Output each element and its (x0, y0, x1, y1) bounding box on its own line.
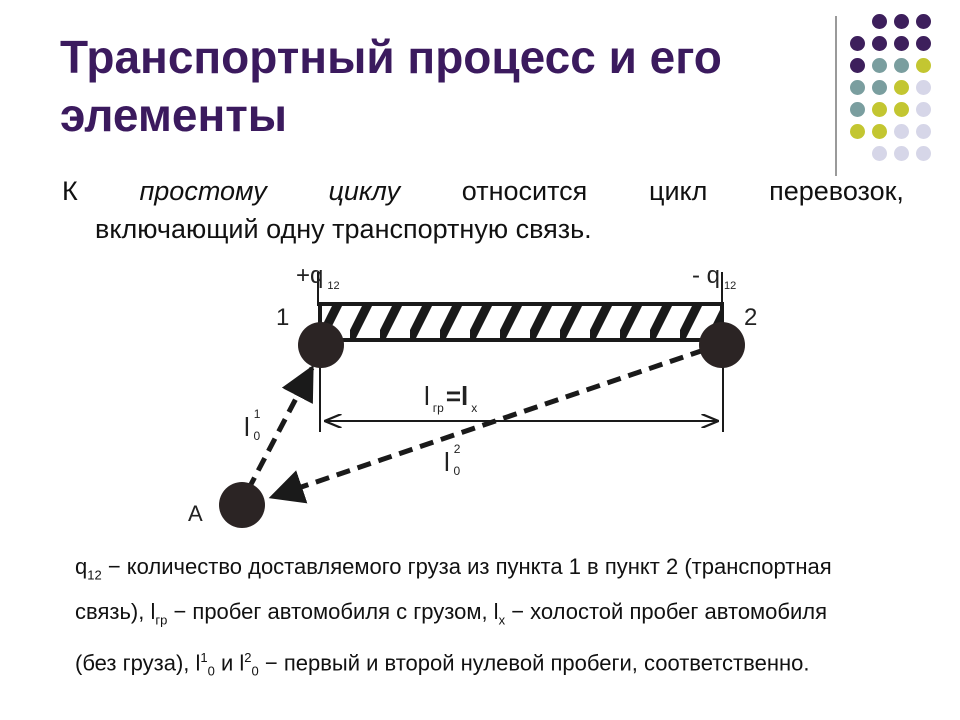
node-2 (699, 322, 745, 368)
legend-lgr-sub: гр (155, 612, 168, 628)
label-plus-q12: +q $_{12}$ (296, 262, 340, 292)
legend-part: − пробег автомобиля с грузом, l (167, 599, 499, 625)
legend-l2-sub: 0 (251, 663, 259, 679)
legend-part: − холостой пробег автомобиля (без груза), l (75, 599, 828, 676)
legend-part: − количество доставляемого груза из пункта 1 в пункт 2 (транспортная связь), l (75, 554, 832, 625)
label-point-1: 1 (276, 304, 290, 331)
slide-title-line2: элементы (60, 89, 288, 141)
label-point-2: 2 (744, 304, 758, 331)
legend-text (75, 548, 865, 690)
node-1 (298, 322, 344, 368)
label-minus-q12: - q $_{12}$ (692, 262, 737, 292)
legend-q: q (75, 554, 88, 579)
intro-word: цикл (648, 176, 708, 206)
legend-part: − первый и второй нулевой пробеги, соответственно. (258, 650, 810, 676)
legend-q-sub: 12 (87, 567, 102, 583)
intro-term: циклу (328, 176, 401, 206)
intro-word: К (62, 176, 78, 206)
legend-part: и l (214, 650, 245, 676)
intro-term: простому (139, 176, 267, 206)
legend-lx-sub: x (498, 612, 506, 628)
node-A (219, 482, 265, 528)
label-dist-l0-1: l $^1$ 0 (244, 407, 261, 443)
intro-line2: включающий одну транспортную связь. (95, 214, 592, 244)
legend-l2-sup: 2 (244, 649, 252, 665)
intro-word: относится (461, 176, 588, 206)
transport-link-bar (320, 304, 722, 340)
label-dist-l0-2: l $^2$ 0 (444, 442, 461, 478)
empty-run-2-to-A (272, 350, 704, 497)
legend-l1-sup: 1 (200, 649, 208, 665)
label-point-A: A (188, 501, 203, 526)
label-dist-main: l $_{гр}$=l $_x$ (424, 381, 478, 415)
intro-word: перевозок, (769, 176, 904, 206)
legend-l1-sub: 0 (207, 663, 215, 679)
slide-title-line1: Транспортный процесс и его (60, 31, 722, 83)
